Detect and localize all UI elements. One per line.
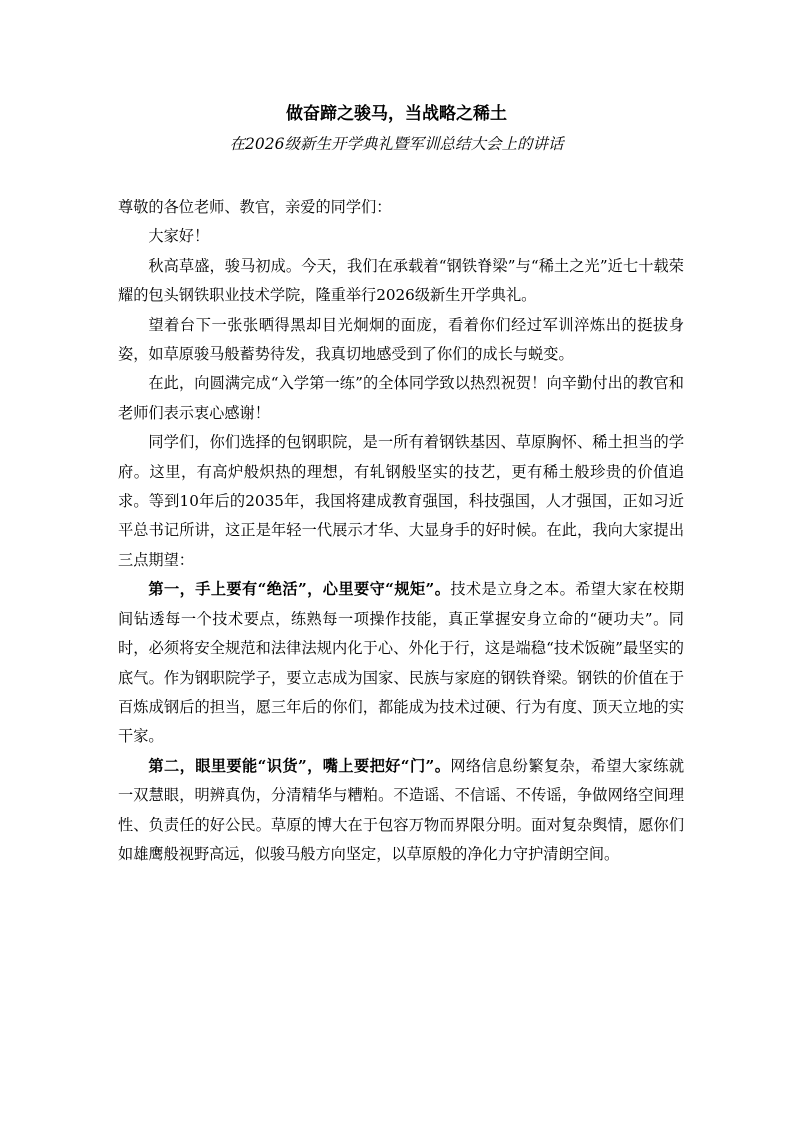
paragraph-transformation: 望着台下一张张晒得黑却目光炯炯的面庞，看着你们经过军训淬炼出的挺拔身姿，如草原骏马般蓄势待发，我真切地感受到了你们的成长与蜕变。 xyxy=(118,315,684,364)
salutation: 尊敬的各位老师、教官，亲爱的同学们： xyxy=(118,198,392,216)
point-two-lead: 第二，眼里要能“识货”，嘴上要把好“门”。 xyxy=(148,756,451,775)
paragraph-school-intro: 同学们，你们选择的包钢职院，是一所有着钢铁基因、草原胸怀、稀土担当的学府。这里，有高炉般炽热的理想，有轧钢般坚实的技艺，更有稀土般珍贵的价值追求。等到10年后的2035年，我国将建成教育强国，科技强国，人才强国，正如习近平总书记所讲，这正是年轻一代展示才华、大显身手的好时候。在此，我向大家提出三点期望： xyxy=(118,433,684,569)
document-title: 做奋蹄之骏马，当战略之稀土 xyxy=(286,104,507,124)
paragraph-congratulations: 在此，向圆满完成“入学第一练”的全体同学致以热烈祝贺！向辛勤付出的教官和老师们表示衷心感谢！ xyxy=(118,374,684,422)
point-one-lead: 第一，手上要有“绝活”，心里要守“规矩”。 xyxy=(148,580,451,599)
point-one xyxy=(118,575,684,751)
document-body xyxy=(118,193,684,869)
point-one-text: 技术是立身之本。希望大家在校期间钻透每一个技术要点，练熟每一项操作技能，真正掌握安身立命的“硬功夫”。同时，必须将安全规范和法律法规内化于心、外化于行，这是端稳“技术饭碗”最坚实的底气。作为钢职院学子，要立志成为国家、民族与家庭的钢铁脊梁。钢铁的价值在于百炼成钢后的担当，愿三年后的你们，都能成为技术过硬、行为有度、顶天立地的实干家。 xyxy=(118,580,685,746)
point-two xyxy=(118,752,684,870)
point-two-text: 网络信息纷繁复杂，希望大家练就一双慧眼，明辨真伪，分清精华与糟粕。不造谣、不信谣、不传谣，争做网络空间理性、负责任的好公民。草原的博大在于包容万物而界限分明。面对复杂舆情，愿你们如雄鹰般视野高远，似骏马般方向坚定，以草原般的净化力守护清朗空间。 xyxy=(118,756,685,863)
document-subtitle: 在2026级新生开学典礼暨军训总结大会上的讲话 xyxy=(229,135,564,153)
paragraph-opening: 秋高草盛，骏马初成。今天，我们在承载着“钢铁脊梁”与“稀土之光”近七十载荣耀的包头钢铁职业技术学院，隆重举行2026级新生开学典礼。 xyxy=(118,256,684,305)
greeting: 大家好！ xyxy=(148,227,210,246)
